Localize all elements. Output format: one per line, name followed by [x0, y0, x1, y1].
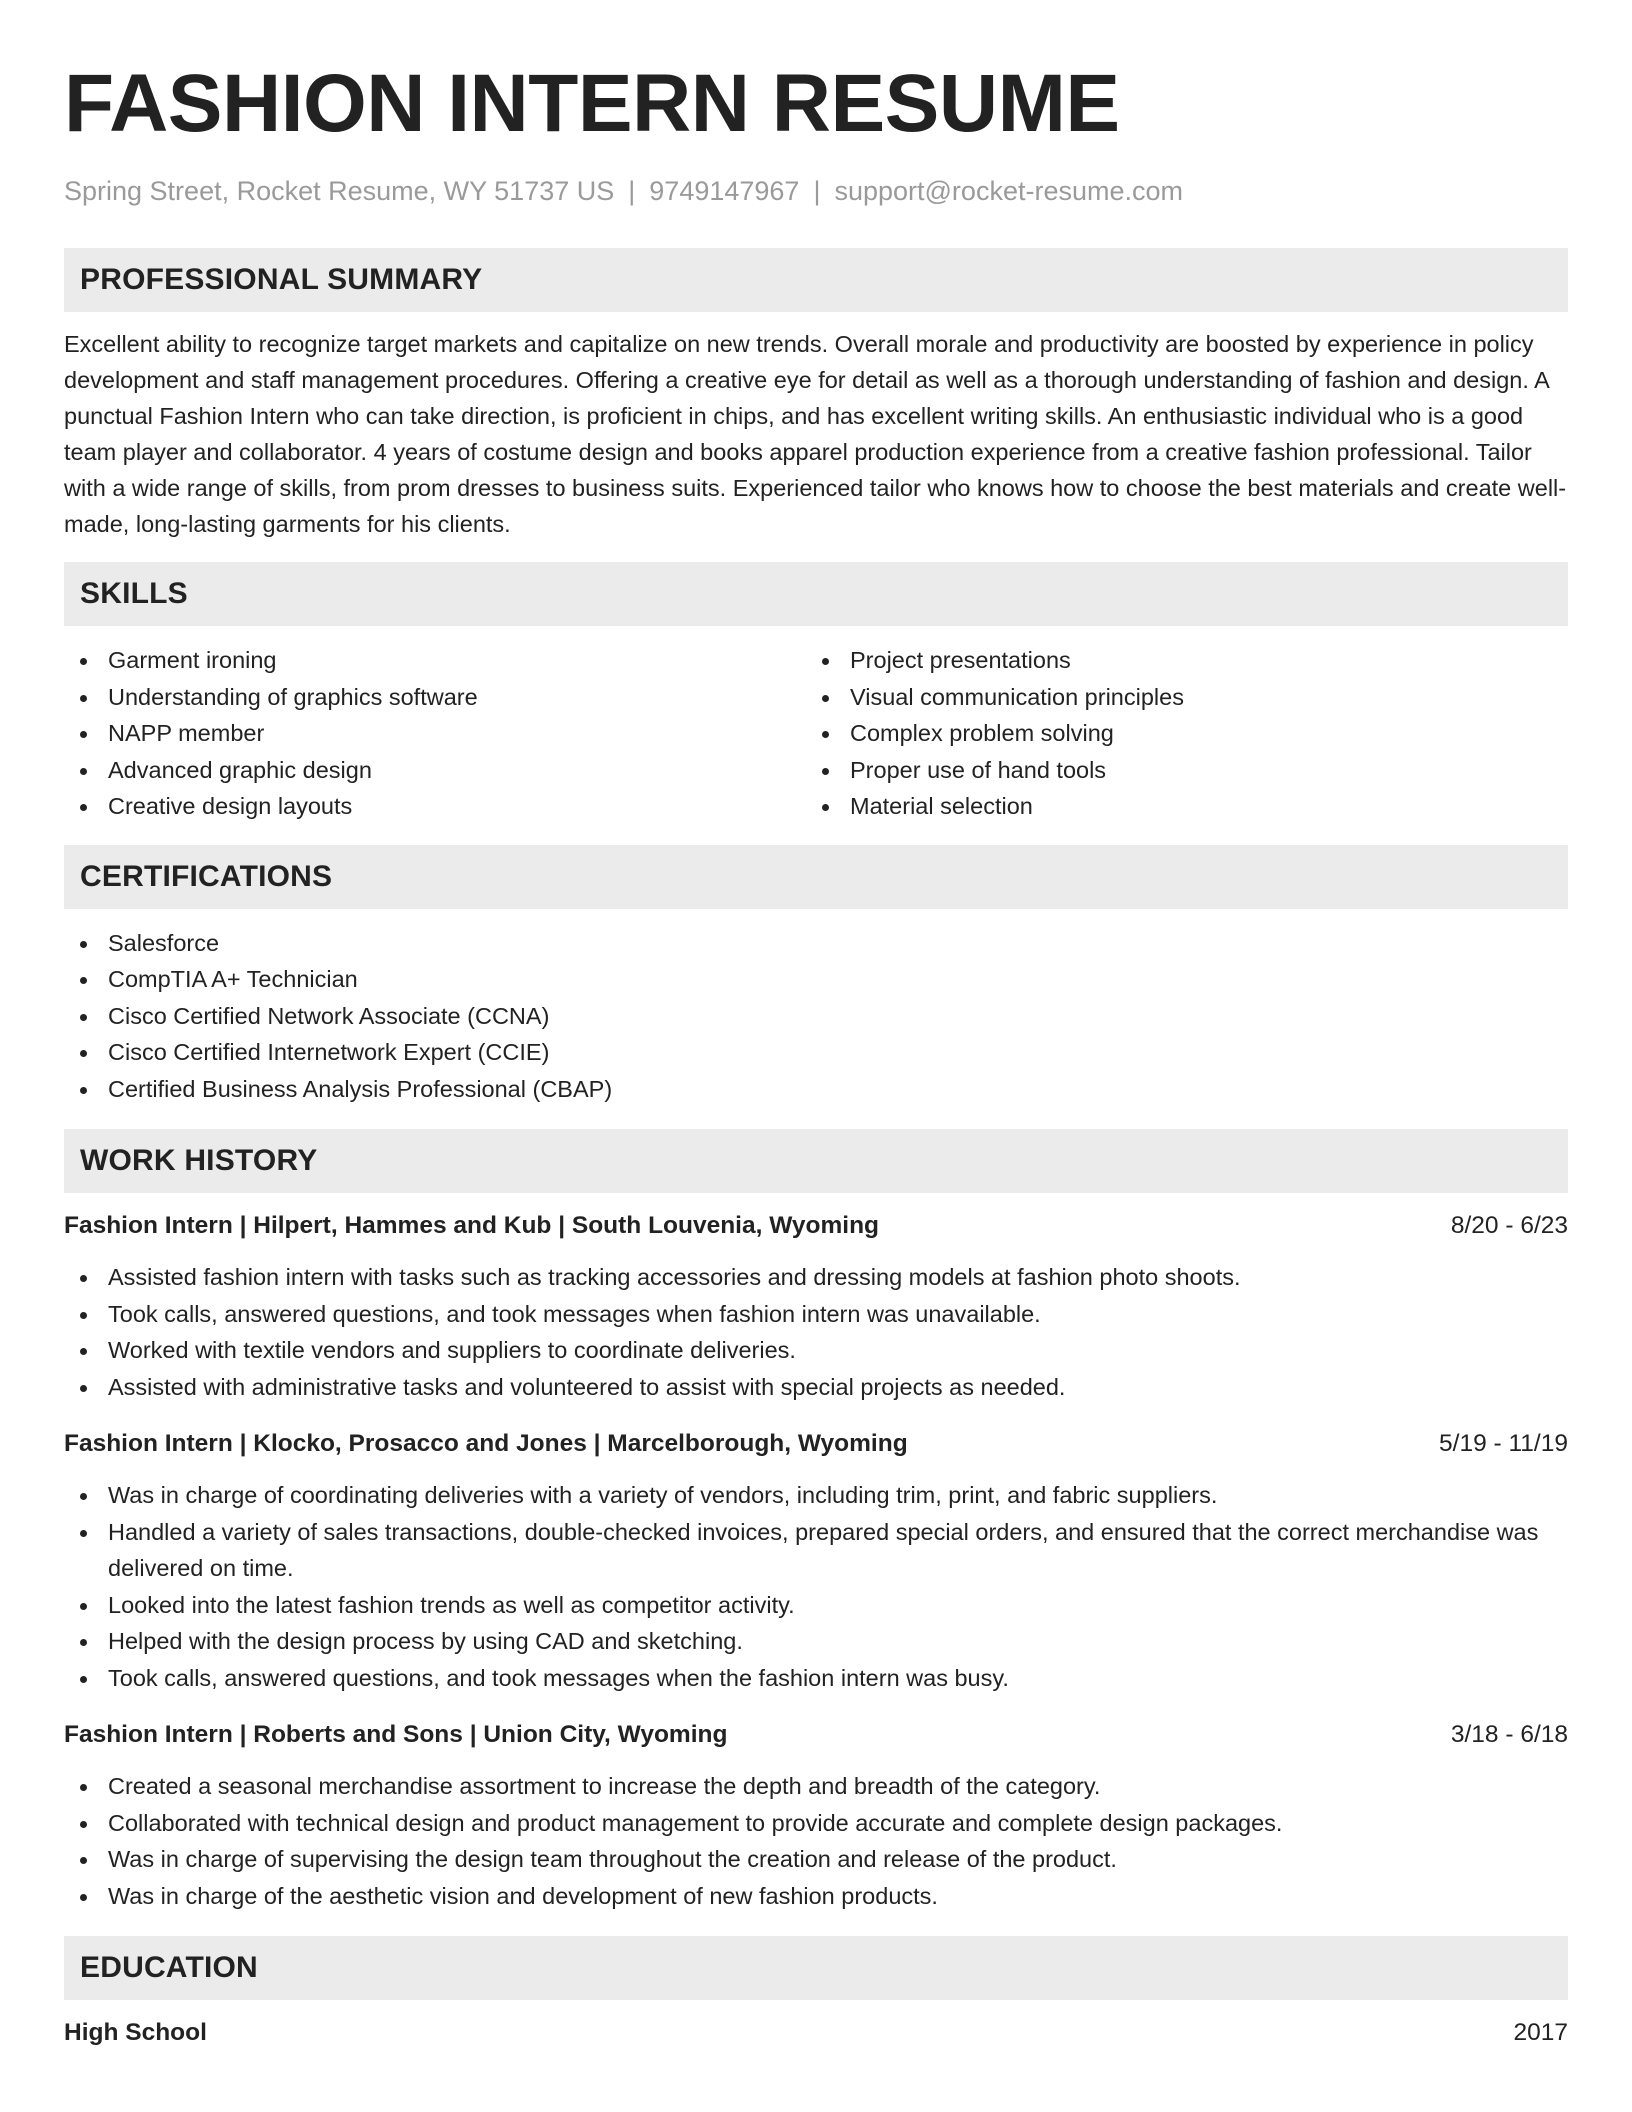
contact-line — [64, 174, 1568, 208]
skills-grid — [64, 642, 1568, 825]
contact-email: support@rocket-resume.com — [834, 176, 1183, 206]
job-header — [64, 1427, 1568, 1461]
job-header — [64, 1209, 1568, 1243]
job-bullet: Worked with textile vendors and suppliers to coordinate deliveries. — [64, 1332, 1568, 1369]
summary-section-header — [64, 248, 1568, 312]
job-bullet: Handled a variety of sales transactions, double-checked invoices, prepared special orders, and ensured that the correct merchandise was delivered on time. — [64, 1514, 1568, 1587]
job-title: Fashion Intern | Roberts and Sons | Union City, Wyoming — [64, 1721, 728, 1748]
skill-item: Understanding of graphics software — [64, 679, 806, 716]
job-entry — [64, 1427, 1568, 1696]
work-section-header — [64, 1129, 1568, 1193]
job-entry — [64, 1209, 1568, 1405]
skill-item: Complex problem solving — [806, 715, 1548, 752]
job-bullet: Was in charge of the aesthetic vision and development of new fashion products. — [64, 1878, 1568, 1915]
skill-item: Advanced graphic design — [64, 752, 806, 789]
skill-item: Project presentations — [806, 642, 1548, 679]
job-dates: 5/19 - 11/19 — [1439, 1430, 1568, 1457]
education-heading: EDUCATION — [80, 1951, 258, 1984]
job-bullet: Helped with the design process by using CAD and sketching. — [64, 1623, 1568, 1660]
education-year: 2017 — [1513, 2019, 1568, 2046]
skills-heading: SKILLS — [80, 577, 188, 610]
job-title: Fashion Intern | Hilpert, Hammes and Kub | South Louvenia, Wyoming — [64, 1212, 880, 1239]
job-bullet: Was in charge of coordinating deliveries with a variety of vendors, including trim, print, and fabric suppliers. — [64, 1477, 1568, 1514]
job-bullets — [64, 1477, 1568, 1696]
certification-item: Cisco Certified Network Associate (CCNA) — [64, 998, 1568, 1035]
skill-item: Visual communication principles — [806, 679, 1548, 716]
summary-text: Excellent ability to recognize target markets and capitalize on new trends. Overall morale and productivity are boosted by experience in policy development and staff management procedures. Offering a creative eye for detail as well as a thorough understanding of fashion and design. A punctual Fashion Intern who can take direction, is proficient in chips, and has excellent writing skills. An enthusiastic individual who is a good team player and collaborator. 4 years of costume design and books apparel production experience from a creative fashion professional. Tailor with a wide range of skills, from prom dresses to business suits. Experienced tailor who knows how to choose the best materials and create well-made, long-lasting garments for his clients. — [64, 331, 1567, 537]
job-bullet: Took calls, answered questions, and took messages when the fashion intern was busy. — [64, 1660, 1568, 1697]
education-school: High School — [64, 2019, 207, 2046]
job-title: Fashion Intern | Klocko, Prosacco and Jones | Marcelborough, Wyoming — [64, 1430, 908, 1457]
skill-item: Creative design layouts — [64, 788, 806, 825]
job-bullet: Assisted fashion intern with tasks such as tracking accessories and dressing models at fashion photo shoots. — [64, 1259, 1568, 1296]
skill-item: Garment ironing — [64, 642, 806, 679]
certifications-heading: CERTIFICATIONS — [80, 859, 333, 893]
certification-item: CompTIA A+ Technician — [64, 961, 1568, 998]
certifications-list — [64, 925, 1568, 1108]
job-bullets — [64, 1768, 1568, 1914]
skill-item: Proper use of hand tools — [806, 752, 1548, 789]
job-bullet: Was in charge of supervising the design team throughout the creation and release of the product. — [64, 1841, 1568, 1878]
contact-phone: 9749147967 — [649, 176, 800, 206]
certification-item: Salesforce — [64, 925, 1568, 962]
work-heading: WORK HISTORY — [80, 1144, 318, 1177]
certification-item: Cisco Certified Internetwork Expert (CCIE) — [64, 1034, 1568, 1071]
skill-item: NAPP member — [64, 715, 806, 752]
certifications-section-header — [64, 845, 1568, 909]
education-entry — [64, 2016, 1568, 2050]
contact-address: Spring Street, Rocket Resume, WY 51737 US — [64, 176, 615, 206]
job-bullet: Collaborated with technical design and product management to provide accurate and complete design packages. — [64, 1805, 1568, 1842]
job-bullet: Took calls, answered questions, and took messages when fashion intern was unavailable. — [64, 1296, 1568, 1333]
skills-right-list — [806, 642, 1548, 825]
job-header — [64, 1718, 1568, 1752]
skills-section-header — [64, 562, 1568, 626]
job-entry — [64, 1718, 1568, 1914]
skill-item: Material selection — [806, 788, 1548, 825]
certification-item: Certified Business Analysis Professional (CBAP) — [64, 1071, 1568, 1108]
skills-left-list — [64, 642, 806, 825]
education-section-header — [64, 1936, 1568, 2000]
summary-heading: PROFESSIONAL SUMMARY — [80, 263, 483, 296]
job-bullet: Assisted with administrative tasks and volunteered to assist with special projects as needed. — [64, 1369, 1568, 1406]
job-bullet: Created a seasonal merchandise assortment to increase the depth and breadth of the category. — [64, 1768, 1568, 1805]
contact-separator: | — [813, 176, 821, 206]
job-dates: 8/20 - 6/23 — [1450, 1212, 1568, 1239]
job-bullet: Looked into the latest fashion trends as well as competitor activity. — [64, 1587, 1568, 1624]
resume-title: FASHION INTERN RESUME — [64, 58, 1120, 149]
job-dates: 3/18 - 6/18 — [1450, 1721, 1568, 1748]
contact-separator: | — [628, 176, 636, 206]
job-bullets — [64, 1259, 1568, 1405]
